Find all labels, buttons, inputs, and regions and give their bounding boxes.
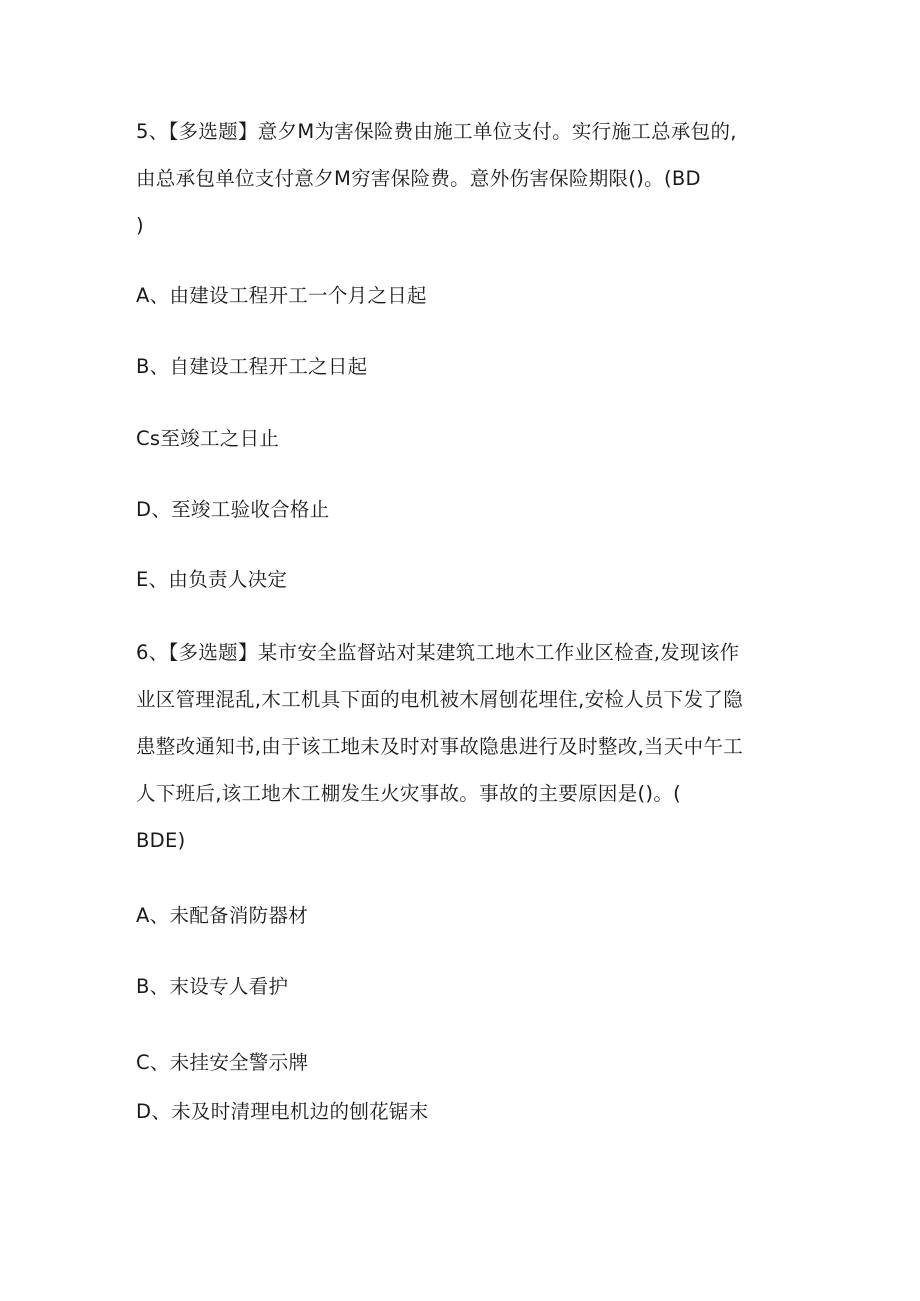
- question-6-line-3: 患整改通知书,由于该工地未及时对事故隐患进行及时整改,当天中午工: [136, 735, 743, 758]
- question-5-option-b: B、自建设工程开工之日起: [136, 355, 368, 378]
- question-6-line-1: 6、【多选题】某市安全监督站对某建筑工地木工作业区检查,发现该作: [136, 641, 740, 664]
- question-6-line-2: 业区管理混乱,木工机具下面的电机被木屑刨花埋住,安检人员下发了隐: [136, 688, 743, 711]
- question-5-option-e: E、由负责人决定: [136, 568, 288, 591]
- question-5-stem: [136, 108, 786, 249]
- question-5-line-2: 由总承包单位支付意夕M穷害保险费。意外伤害保险期限()。(BD: [136, 167, 701, 190]
- question-5-option-d: D、至竣工验收合格止: [136, 498, 330, 521]
- question-6-option-c: C、未挂安全警示牌: [136, 1051, 309, 1074]
- question-6-option-d: D、未及时清理电机边的刨花锯末: [136, 1100, 429, 1123]
- question-5-option-c: Cs至竣工之日止: [136, 427, 280, 450]
- question-6-option-b: B、末设专人看护: [136, 975, 289, 998]
- question-5-line-3: ): [136, 214, 144, 237]
- question-5-line-1: 5、【多选题】意夕M为害保险费由施工单位支付。实行施工总承包的,: [136, 120, 737, 143]
- question-5-option-a: A、由建设工程开工一个月之日起: [136, 284, 427, 307]
- question-6-line-5: BDE): [136, 829, 186, 852]
- question-6-stem: [136, 629, 786, 864]
- question-6-line-4: 人下班后,该工地木工棚发生火灾事故。事故的主要原因是()。(: [136, 782, 682, 805]
- question-6-option-a: A、未配备消防器材: [136, 904, 309, 927]
